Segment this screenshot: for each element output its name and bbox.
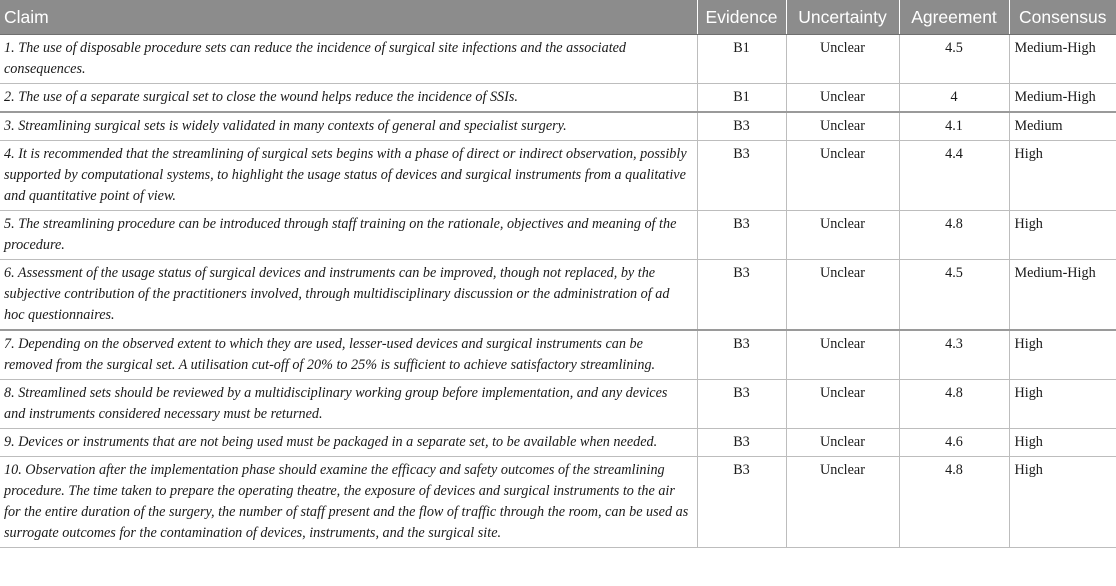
evidence-cell: B3	[697, 330, 786, 380]
claim-cell: 8. Streamlined sets should be reviewed by a multidisciplinary working group before implementation, and any devices and instruments considered necessary must be returned.	[0, 380, 697, 429]
claim-cell: 10. Observation after the implementation phase should examine the efficacy and safety outcomes of the streamlining procedure. The time taken to prepare the operating theatre, the exposure of devices and surgical instruments to the air for the entire duration of the surgery, the number of staff present and the flow of traffic through the room, can be used as surrogate outcomes for the contamination of devices, instruments, and the surgical site.	[0, 457, 697, 548]
agreement-cell: 4.1	[899, 112, 1009, 141]
table-row	[0, 330, 1116, 380]
table-row	[0, 84, 1116, 113]
claim-cell: 6. Assessment of the usage status of surgical devices and instruments can be improved, though not replaced, by the subjective contribution of the practitioners involved, through multidisciplinary discussion or the administration of ad hoc questionnaires.	[0, 260, 697, 331]
uncertainty-cell: Unclear	[786, 380, 899, 429]
claim-cell: 2. The use of a separate surgical set to close the wound helps reduce the incidence of SSIs.	[0, 84, 697, 113]
uncertainty-cell: Unclear	[786, 260, 899, 331]
header-uncertainty: Uncertainty	[786, 0, 899, 35]
evidence-cell: B3	[697, 260, 786, 331]
claim-cell: 9. Devices or instruments that are not being used must be packaged in a separate set, to be available when needed.	[0, 429, 697, 457]
table-row	[0, 35, 1116, 84]
uncertainty-cell: Unclear	[786, 84, 899, 113]
uncertainty-cell: Unclear	[786, 429, 899, 457]
evidence-cell: B1	[697, 35, 786, 84]
agreement-cell: 4.3	[899, 330, 1009, 380]
consensus-cell: Medium-High	[1009, 35, 1116, 84]
uncertainty-cell: Unclear	[786, 141, 899, 211]
claim-cell: 5. The streamlining procedure can be introduced through staff training on the rationale, objectives and meaning of the procedure.	[0, 211, 697, 260]
consensus-cell: High	[1009, 429, 1116, 457]
uncertainty-cell: Unclear	[786, 112, 899, 141]
claim-cell: 1. The use of disposable procedure sets can reduce the incidence of surgical site infections and the associated consequences.	[0, 35, 697, 84]
evidence-cell: B3	[697, 211, 786, 260]
agreement-cell: 4	[899, 84, 1009, 113]
table-row	[0, 211, 1116, 260]
consensus-cell: High	[1009, 330, 1116, 380]
header-evidence: Evidence	[697, 0, 786, 35]
consensus-cell: High	[1009, 141, 1116, 211]
claim-cell: 3. Streamlining surgical sets is widely validated in many contexts of general and specialist surgery.	[0, 112, 697, 141]
table-row	[0, 260, 1116, 331]
evidence-cell: B3	[697, 429, 786, 457]
header-agreement: Agreement	[899, 0, 1009, 35]
agreement-cell: 4.8	[899, 380, 1009, 429]
agreement-cell: 4.5	[899, 35, 1009, 84]
table-row	[0, 380, 1116, 429]
agreement-cell: 4.8	[899, 211, 1009, 260]
claim-cell: 4. It is recommended that the streamlining of surgical sets begins with a phase of direct or indirect observation, possibly supported by computational systems, to highlight the usage status of devices and surgical instruments from a qualitative and quantitative point of view.	[0, 141, 697, 211]
evidence-cell: B3	[697, 112, 786, 141]
agreement-cell: 4.4	[899, 141, 1009, 211]
evidence-cell: B3	[697, 457, 786, 548]
agreement-cell: 4.5	[899, 260, 1009, 331]
uncertainty-cell: Unclear	[786, 35, 899, 84]
evidence-cell: B3	[697, 380, 786, 429]
claim-cell: 7. Depending on the observed extent to which they are used, lesser-used devices and surgical instruments can be removed from the surgical set. A utilisation cut-off of 20% to 25% is sufficient to achieve satisfactory streamlining.	[0, 330, 697, 380]
table-row	[0, 112, 1116, 141]
table-row	[0, 429, 1116, 457]
uncertainty-cell: Unclear	[786, 330, 899, 380]
agreement-cell: 4.8	[899, 457, 1009, 548]
consensus-cell: Medium-High	[1009, 260, 1116, 331]
evidence-cell: B1	[697, 84, 786, 113]
header-claim: Claim	[0, 0, 697, 35]
consensus-cell: Medium-High	[1009, 84, 1116, 113]
header-row	[0, 0, 1116, 35]
consensus-cell: High	[1009, 457, 1116, 548]
table-row	[0, 457, 1116, 548]
consensus-cell: High	[1009, 211, 1116, 260]
consensus-cell: High	[1009, 380, 1116, 429]
evidence-cell: B3	[697, 141, 786, 211]
table-row	[0, 141, 1116, 211]
agreement-cell: 4.6	[899, 429, 1009, 457]
uncertainty-cell: Unclear	[786, 211, 899, 260]
header-consensus: Consensus	[1009, 0, 1116, 35]
uncertainty-cell: Unclear	[786, 457, 899, 548]
consensus-cell: Medium	[1009, 112, 1116, 141]
